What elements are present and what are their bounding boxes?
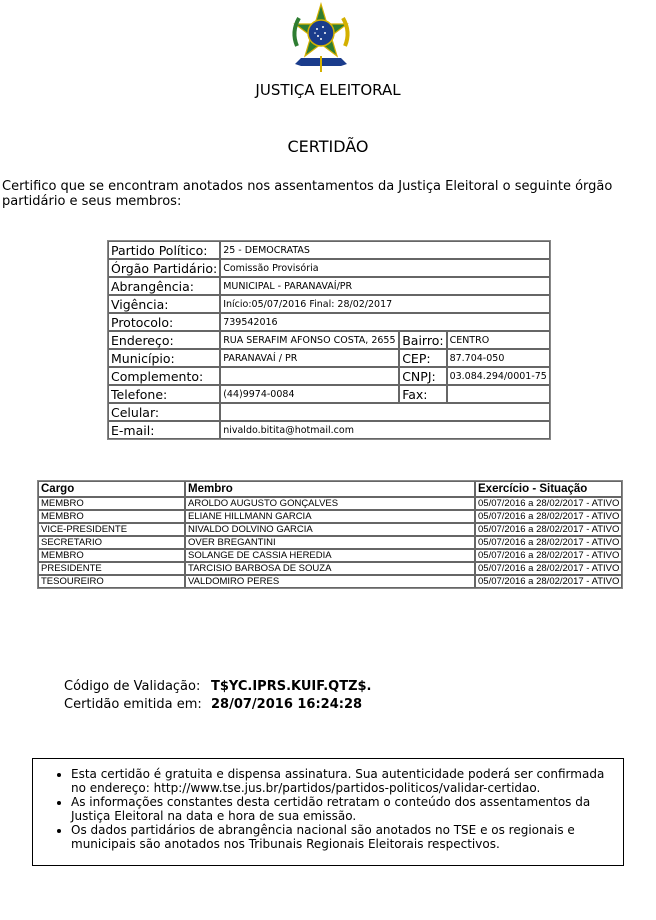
party-row-vigencia [108,295,550,313]
member-exercicio: 05/07/2016 a 28/02/2017 - ATIVO [475,510,622,523]
brazil-coat-of-arms-emblem [287,2,355,74]
vigencia-label: Vigência: [108,295,220,313]
table-row [38,562,622,575]
fax-label: Fax: [399,385,446,403]
telefone-value: (44)9974-0084 [220,385,399,403]
table-row [38,549,622,562]
protocolo-label: Protocolo: [108,313,220,331]
party-row-email [108,421,550,439]
party-row-partido [108,241,550,259]
member-cargo: VICE-PRESIDENTE [38,523,185,536]
header-exercicio: Exercício - Situação [475,481,622,497]
member-exercicio: 05/07/2016 a 28/02/2017 - ATIVO [475,575,622,588]
table-row [38,536,622,549]
member-cargo: TESOUREIRO [38,575,185,588]
celular-value [220,403,550,421]
member-nome: NIVALDO DOLVINO GARCIA [185,523,475,536]
orgao-value: Comissão Provisória [220,259,550,277]
vigencia-value: Início:05/07/2016 Final: 28/02/2017 [220,295,550,313]
party-row-abrangencia [108,277,550,295]
issued-date-label: Certidão emitida em: [64,697,202,712]
table-row [38,523,622,536]
party-row-municipio [108,349,550,367]
cep-label: CEP: [399,349,446,367]
issued-date-row [64,696,372,714]
member-exercicio: 05/07/2016 a 28/02/2017 - ATIVO [475,536,622,549]
note-item: • Os dados partidários de abrangência nacional são anotados no TSE e os regionais e municipais são anotados nos Tribunais Regionais Eleitorais respectivos. [71,823,623,851]
member-nome: SOLANGE DE CASSIA HEREDIA [185,549,475,562]
email-label: E-mail: [108,421,220,439]
partido-label: Partido Político: [108,241,220,259]
validation-block [64,678,372,714]
party-row-orgao [108,259,550,277]
abrangencia-label: Abrangência: [108,277,220,295]
municipio-value: PARANAVAÍ / PR [220,349,399,367]
notes-list [33,767,623,851]
party-row-protocolo [108,313,550,331]
telefone-label: Telefone: [108,385,220,403]
celular-label: Celular: [108,403,220,421]
cnpj-label: CNPJ: [399,367,446,385]
notes-box [32,758,624,866]
organization-title: JUSTIÇA ELEITORAL [255,81,401,99]
member-cargo: MEMBRO [38,549,185,562]
orgao-label: Órgão Partidário: [108,259,220,277]
member-nome: AROLDO AUGUSTO GONÇALVES [185,497,475,510]
email-value: nivaldo.bitita@hotmail.com [220,421,550,439]
members-table [37,480,623,589]
protocolo-value: 739542016 [220,313,550,331]
member-exercicio: 05/07/2016 a 28/02/2017 - ATIVO [475,549,622,562]
header-membro: Membro [185,481,475,497]
member-nome: VALDOMIRO PERES [185,575,475,588]
member-cargo: SECRETARIO [38,536,185,549]
member-cargo: PRESIDENTE [38,562,185,575]
table-row [38,575,622,588]
member-exercicio: 05/07/2016 a 28/02/2017 - ATIVO [475,523,622,536]
validation-code-value: T$YC.IPRS.KUIF.QTZ$. [211,679,372,694]
party-row-telefone [108,385,550,403]
document-title: CERTIDÃO [287,137,369,156]
member-exercicio: 05/07/2016 a 28/02/2017 - ATIVO [475,562,622,575]
abrangencia-value: MUNICIPAL - PARANAVAÍ/PR [220,277,550,295]
complemento-label: Complemento: [108,367,220,385]
cnpj-value: 03.084.294/0001-75 [447,367,550,385]
note-item: • As informações constantes desta certidão retratam o conteúdo dos assentamentos da Justiça Eleitoral na data e hora de sua emissão. [71,795,623,823]
complemento-value [220,367,399,385]
cep-value: 87.704-050 [447,349,550,367]
intro-text: Certifico que se encontram anotados nos assentamentos da Justiça Eleitoral o seguinte órgão partidário e seus membros: [2,179,613,209]
bairro-label: Bairro: [399,331,446,349]
members-header-row [38,481,622,497]
member-cargo: MEMBRO [38,497,185,510]
party-info-table [107,240,551,440]
table-row [38,510,622,523]
partido-value: 25 - DEMOCRATAS [220,241,550,259]
endereco-label: Endereço: [108,331,220,349]
table-row [38,497,622,510]
member-nome: TARCISIO BARBOSA DE SOUZA [185,562,475,575]
fax-value [447,385,550,403]
validation-code-label: Código de Validação: [64,679,201,694]
party-row-celular [108,403,550,421]
member-nome: ELIANE HILLMANN GARCIA [185,510,475,523]
issued-date-value: 28/07/2016 16:24:28 [211,697,363,712]
party-row-endereco [108,331,550,349]
note-item: • Esta certidão é gratuita e dispensa assinatura. Sua autenticidade poderá ser confirmada no endereço: http://www.tse.jus.br/partidos/partidos-politicos/validar-certidao. [71,767,623,795]
member-nome: OVER BREGANTINI [185,536,475,549]
validation-code-row [64,678,372,696]
municipio-label: Município: [108,349,220,367]
party-row-complemento [108,367,550,385]
member-cargo: MEMBRO [38,510,185,523]
endereco-value: RUA SERAFIM AFONSO COSTA, 2655 [220,331,399,349]
member-exercicio: 05/07/2016 a 28/02/2017 - ATIVO [475,497,622,510]
header-cargo: Cargo [38,481,185,497]
bairro-value: CENTRO [447,331,550,349]
